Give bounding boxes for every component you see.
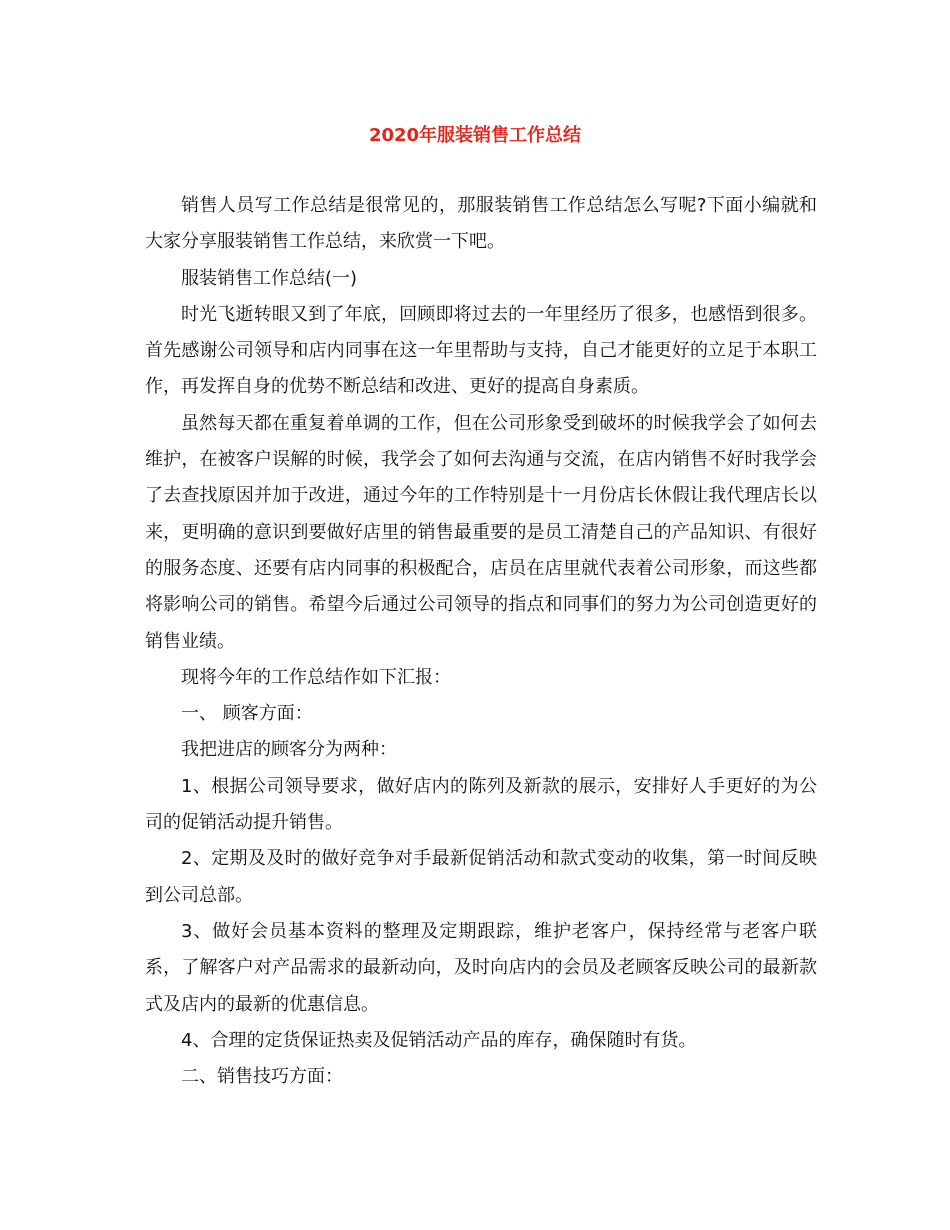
- list-item-3: 3、做好会员基本资料的整理及定期跟踪，维护老客户，保持经常与老客户联系，了解客户对产品需求的最新动向，及时向店内的会员及老顾客反映公司的最新款式及店内的最新的优惠信息。: [145, 920, 817, 1015]
- list-item-2: 2、定期及及时的做好竞争对手最新促销活动和款式变动的收集，第一时间反映到公司总部。: [145, 848, 817, 906]
- list-item-4: 4、合理的定货保证热卖及促销活动产品的库存，确保随时有货。: [181, 1029, 697, 1051]
- paragraph-intro: 销售人员写工作总结是很常见的，那服装销售工作总结怎么写呢?下面小编就和大家分享服装销售工作总结，来欣赏一下吧。: [145, 195, 817, 253]
- section-heading-customers: 一、 顾客方面：: [181, 703, 313, 725]
- list-item-1: 1、根据公司领导要求，做好店内的陈列及新款的展示，安排好人手更好的为公司的促销活动提升销售。: [145, 775, 817, 834]
- document-title: 2020年服装销售工作总结: [368, 125, 582, 146]
- paragraph-customer-types: 我把进店的顾客分为两种：: [181, 739, 397, 761]
- section-heading-sales-skills: 二、销售技巧方面：: [181, 1066, 343, 1088]
- paragraph-experience: 虽然每天都在重复着单调的工作，但在公司形象受到破坏的时候我学会了如何去维护，在被客户误解的时候，我学会了如何去沟通与交流，在店内销售不好时我学会了去查找原因并加于改进，通过今年的工作特别是十一月份店长休假让我代理店长以来，更明确的意识到要做好店里的销售最重要的是员工清楚自己的产品知识、有很好的服务态度、还要有店内同事的积极配合，店员在店里就代表着公司形象，而这些都将影响公司的销售。希望今后通过公司领导的指点和同事们的努力为公司创造更好的销售业绩。: [145, 412, 817, 652]
- document-body: [145, 188, 817, 1095]
- section-heading-summary-one: 服装销售工作总结(一): [181, 267, 358, 289]
- paragraph-year-review: 时光飞逝转眼又到了年底，回顾即将过去的一年里经历了很多，也感悟到很多。首先感谢公司领导和店内同事在这一年里帮助与支持，自己才能更好的立足于本职工作，再发挥自身的优势不断总结和改进、更好的提高自身素质。: [145, 303, 817, 398]
- paragraph-report-intro: 现将今年的工作总结作如下汇报：: [181, 666, 451, 688]
